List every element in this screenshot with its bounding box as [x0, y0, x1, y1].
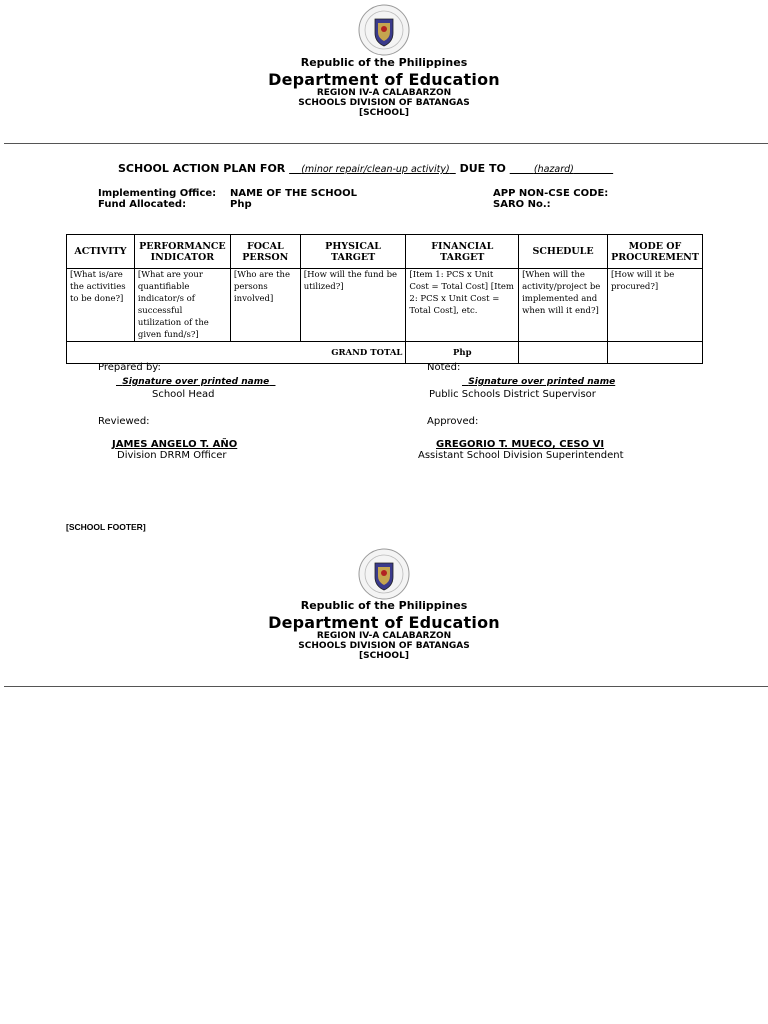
column-header: ACTIVITY: [67, 235, 135, 269]
plan-title-blank-hazard: (hazard): [533, 164, 574, 175]
prepared-by-label: Prepared by:: [98, 362, 161, 373]
table-cell[interactable]: [How will it be procured?]: [607, 269, 702, 342]
header-divider: [4, 143, 768, 144]
header-republic: Republic of the Philippines: [300, 56, 468, 69]
table-cell[interactable]: [Who are the persons involved]: [230, 269, 300, 342]
column-header: FOCAL PERSON: [230, 235, 300, 269]
column-header: PERFORMANCE INDICATOR: [134, 235, 230, 269]
grand-total-value[interactable]: Php: [406, 342, 519, 364]
reviewed-role: Division DRRM Officer: [117, 450, 227, 461]
noted-label: Noted:: [427, 362, 461, 373]
implementing-office-value: NAME OF THE SCHOOL: [230, 188, 357, 199]
noted-signature-line[interactable]: Signature over printed name: [468, 377, 616, 387]
table-cell[interactable]: [607, 342, 702, 364]
table-header-row: [67, 235, 703, 269]
prepared-signature-line[interactable]: Signature over printed name: [122, 377, 270, 387]
plan-title-prefix: SCHOOL ACTION PLAN FOR: [118, 162, 286, 175]
app-code-label: APP NON-CSE CODE:: [493, 188, 609, 199]
approved-role: Assistant School Division Superintendent: [418, 450, 624, 461]
table-cell[interactable]: [What is/are the activities to be done?]: [67, 269, 135, 342]
table-cell[interactable]: [How will the fund be utilized?]: [300, 269, 406, 342]
table-cell[interactable]: [What are your quantifiable indicator/s of successful utilization of the given fund/s?]: [134, 269, 230, 342]
plan-title-middle: DUE TO: [459, 162, 506, 175]
approved-label: Approved:: [427, 416, 479, 427]
table-cell[interactable]: [Item 1: PCS x Unit Cost = Total Cost] [Item 2: PCS x Unit Cost = Total Cost], etc.: [406, 269, 519, 342]
deped-seal-logo: [358, 548, 410, 600]
reviewed-label: Reviewed:: [98, 416, 150, 427]
header-division: SCHOOLS DIVISION OF BATANGAS: [298, 98, 470, 108]
header-division: SCHOOLS DIVISION OF BATANGAS: [298, 641, 470, 651]
implementing-office-label: Implementing Office:: [98, 188, 217, 199]
noted-role: Public Schools District Supervisor: [429, 389, 596, 400]
approved-name: GREGORIO T. MUECO, CESO VI: [436, 439, 605, 450]
grand-total-label: GRAND TOTAL: [67, 342, 406, 364]
fund-allocated-label: Fund Allocated:: [98, 199, 187, 210]
column-header: PHYSICAL TARGET: [300, 235, 406, 269]
plan-title: [118, 162, 613, 175]
header-department: Department of Education: [268, 70, 500, 89]
header-region: REGION IV-A CALABARZON: [316, 631, 452, 641]
plan-title-blank-activity: (minor repair/clean-up activity): [301, 164, 450, 175]
table-cell[interactable]: [519, 342, 608, 364]
fund-allocated-value: Php: [230, 199, 252, 210]
column-header: FINANCIAL TARGET: [406, 235, 519, 269]
school-footer-label: [SCHOOL FOOTER]: [66, 522, 146, 532]
column-header: MODE OF PROCUREMENT: [607, 235, 702, 269]
deped-seal-logo: [358, 4, 410, 56]
prepared-role: School Head: [152, 389, 215, 400]
header-republic: Republic of the Philippines: [300, 599, 468, 612]
saro-label: SARO No.:: [493, 199, 551, 210]
reviewed-name: JAMES ANGELO T. AÑO: [112, 439, 238, 450]
column-header: SCHEDULE: [519, 235, 608, 269]
table-row: [67, 269, 703, 342]
header-divider: [4, 686, 768, 687]
header-department: Department of Education: [268, 613, 500, 632]
action-plan-table: [66, 234, 703, 364]
header-region: REGION IV-A CALABARZON: [316, 88, 452, 98]
grand-total-row: [67, 342, 703, 364]
header-school: [SCHOOL]: [359, 108, 409, 118]
table-cell[interactable]: [When will the activity/project be implemented and when will it end?]: [519, 269, 608, 342]
header-school: [SCHOOL]: [359, 651, 409, 661]
